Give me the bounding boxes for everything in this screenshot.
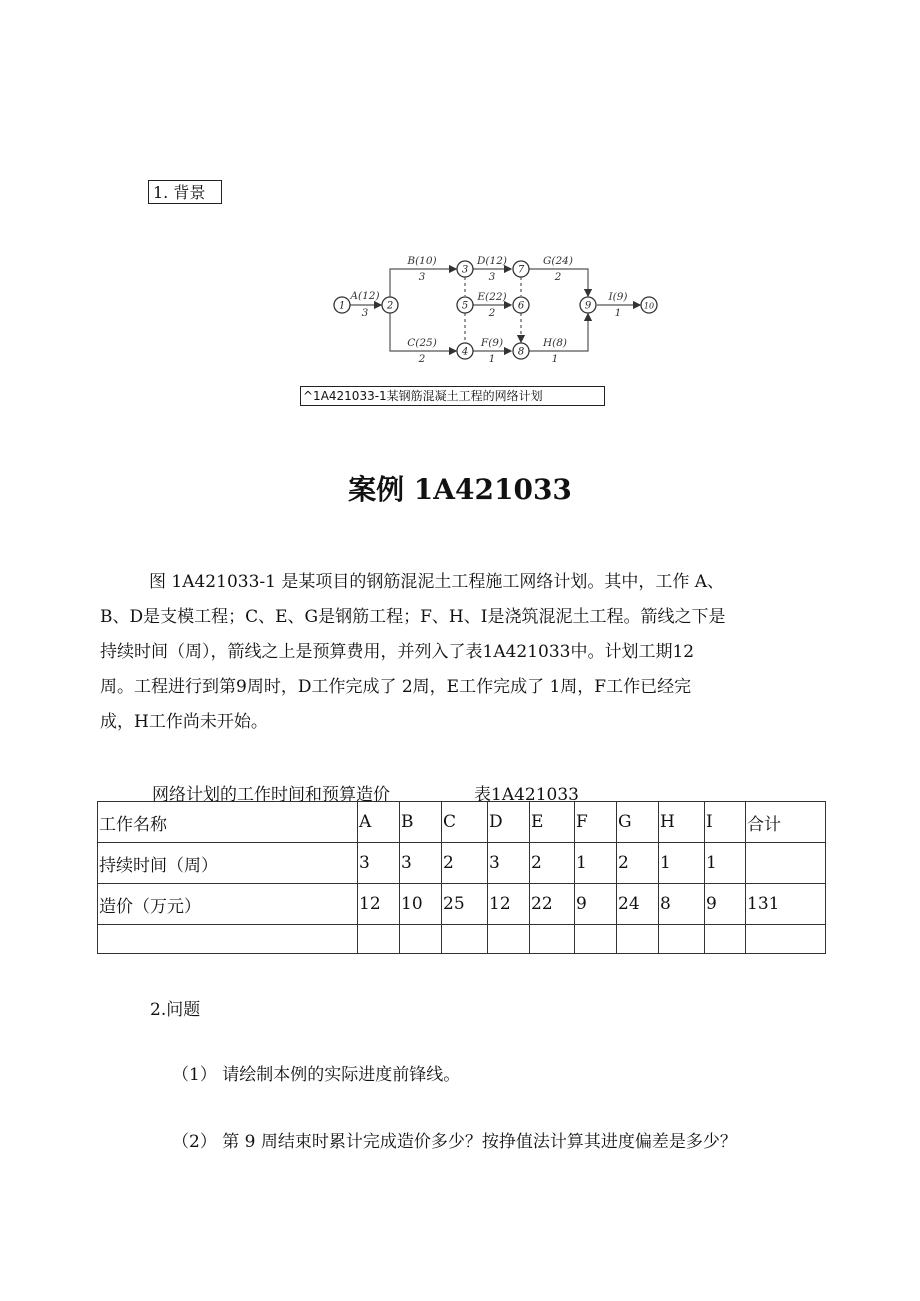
network-node-label: 6 — [517, 300, 525, 312]
activity-duration-label: 3 — [418, 271, 426, 283]
section-label: 1. 背景 — [148, 180, 222, 204]
table-header-cell: 合计 — [746, 802, 826, 843]
network-node-label: 10 — [643, 301, 655, 311]
table-cell — [488, 925, 530, 954]
table-cell: 9 — [575, 884, 617, 925]
table-header-cell: E — [530, 802, 575, 843]
paragraph-line: 成，H工作尚未开始。 — [100, 712, 268, 732]
activity-duration-label: 3 — [488, 271, 496, 283]
table-cell: 10 — [400, 884, 442, 925]
table-header-cell: B — [400, 802, 442, 843]
network-node-label: 7 — [517, 264, 525, 276]
activity-cost-label: C(25) — [407, 337, 437, 349]
table-cell: 3 — [358, 843, 400, 884]
table-header-row — [98, 802, 826, 843]
table-cell — [617, 925, 659, 954]
table-cell: 12 — [488, 884, 530, 925]
activity-cost-label: I(9) — [608, 291, 628, 303]
activity-cost-label: D(12) — [477, 255, 507, 267]
table-cell: 1 — [575, 843, 617, 884]
table-cell: 3 — [400, 843, 442, 884]
table-cell: 2 — [530, 843, 575, 884]
table-caption-number: 表1A421033 — [474, 785, 579, 805]
question-2: （2） 第 9 周结束时累计完成造价多少？按挣值法计算其进度偏差是多少？ — [172, 1132, 737, 1152]
table-cell — [98, 925, 358, 954]
table-cell: 3 — [488, 843, 530, 884]
network-node-label: 3 — [461, 264, 469, 276]
activity-duration-label: 1 — [551, 353, 559, 365]
paragraph-line: 图 1A421033-1 是某项目的钢筋混泥土工程施工网络计划。其中，工作 A、 — [149, 572, 725, 592]
activity-cost-label: F(9) — [480, 337, 504, 349]
table-cell: 25 — [442, 884, 488, 925]
table-cell: 1 — [705, 843, 746, 884]
activity-cost-label: E(22) — [477, 291, 507, 303]
budget-table — [97, 801, 826, 954]
table-header-cell: I — [705, 802, 746, 843]
table-cell: 持续时间（周） — [98, 843, 358, 884]
activity-duration-label: 1 — [488, 353, 496, 365]
table-cell: 2 — [617, 843, 659, 884]
table-cell: 9 — [705, 884, 746, 925]
table-row-empty — [98, 925, 826, 954]
table-header-cell: F — [575, 802, 617, 843]
table-row-cost — [98, 884, 826, 925]
paragraph-line: 持续时间（周），箭线之上是预算费用，并列入了表1A421033中。计划工期12 — [100, 642, 695, 662]
network-node-label: 8 — [517, 346, 525, 358]
table-header-cell: 工作名称 — [98, 802, 358, 843]
table-cell — [400, 925, 442, 954]
table-cell — [746, 843, 826, 884]
activity-cost-label: G(24) — [543, 255, 573, 267]
table-cell: 131 — [746, 884, 826, 925]
table-header-cell: G — [617, 802, 659, 843]
paragraph-line: B、D是支模工程；C、E、G是钢筋工程；F、H、I是浇筑混泥土工程。箭线之下是 — [100, 607, 726, 627]
table-cell — [705, 925, 746, 954]
table-cell — [442, 925, 488, 954]
table-header-cell: D — [488, 802, 530, 843]
activity-duration-label: 1 — [614, 307, 622, 319]
diagram-caption: ^1A421033-1某钢筋混凝土工程的网络计划 — [300, 386, 605, 406]
table-cell — [746, 925, 826, 954]
network-svg — [320, 245, 690, 380]
activity-cost-label: B(10) — [407, 255, 437, 267]
activity-duration-label: 2 — [554, 271, 562, 283]
network-node-label: 5 — [461, 300, 469, 312]
case-title: 案例 1A421033 — [348, 473, 572, 506]
table-header-cell: H — [659, 802, 705, 843]
table-cell: 2 — [442, 843, 488, 884]
network-node-label: 4 — [461, 346, 469, 358]
questions-title: 2.问题 — [150, 1000, 201, 1020]
question-1: （1） 请绘制本例的实际进度前锋线。 — [172, 1065, 461, 1085]
case-description — [100, 565, 820, 740]
table-header-cell: A — [358, 802, 400, 843]
table-cell — [358, 925, 400, 954]
activity-duration-label: 3 — [361, 307, 369, 319]
activity-cost-label: A(12) — [350, 290, 380, 302]
table-caption-title: 网络计划的工作时间和预算造价 — [152, 785, 390, 805]
table-cell: 8 — [659, 884, 705, 925]
table-cell — [530, 925, 575, 954]
table-header-cell: C — [442, 802, 488, 843]
activity-duration-label: 2 — [418, 353, 426, 365]
network-diagram — [320, 245, 690, 380]
table-cell: 1 — [659, 843, 705, 884]
activity-cost-label: H(8) — [542, 337, 568, 349]
table-cell — [575, 925, 617, 954]
activity-duration-label: 2 — [488, 307, 496, 319]
paragraph-line: 周。工程进行到第9周时，D工作完成了 2周，E工作完成了 1周，F工作已经完 — [100, 677, 692, 697]
table-cell: 12 — [358, 884, 400, 925]
table-row-duration — [98, 843, 826, 884]
network-node-label: 9 — [584, 300, 592, 312]
network-node-label: 2 — [386, 300, 394, 312]
table-cell: 造价（万元） — [98, 884, 358, 925]
table-cell: 22 — [530, 884, 575, 925]
network-node-label: 1 — [338, 300, 346, 312]
table-cell: 24 — [617, 884, 659, 925]
table-cell — [659, 925, 705, 954]
